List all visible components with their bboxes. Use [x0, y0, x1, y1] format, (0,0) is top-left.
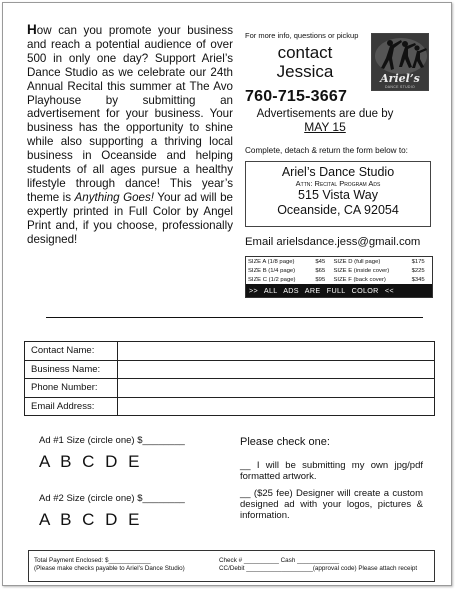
size-e: SIZE E (inside cover) [333, 267, 390, 274]
pricing-row [246, 257, 432, 266]
option-own-artwork[interactable]: __ I will be submitting my own jpg/pdf formatted artwork. [240, 460, 423, 482]
intro-dropcap: H [27, 22, 37, 37]
size-f: SIZE F (back cover) [333, 276, 386, 283]
contact-name-field[interactable] [118, 342, 435, 361]
ad2-size-options[interactable]: A B C D E [39, 510, 143, 529]
total-payment-line: Total Payment Enclosed: $____________ [34, 557, 151, 564]
address-street: 515 Vista Way [298, 188, 378, 202]
logo-tagline: DANCE STUDIO [384, 85, 416, 89]
phone-number-label: Phone Number: [25, 379, 118, 398]
contact-name-label: Contact Name: [25, 342, 118, 361]
address-attn: Attn: Recital Program Ads [295, 179, 381, 188]
contact-block [245, 43, 365, 81]
right-column [245, 31, 433, 295]
intro-theme: Anything Goes! [74, 190, 155, 204]
ad1-label: Ad #1 Size (circle one) $________ [39, 435, 185, 446]
ad-size-pricing [245, 256, 433, 298]
check-cash-line: Check # __________ Cash ____________ [219, 557, 340, 564]
checks-payable-note: (Please make checks payable to Ariel’s Dance Studio) [34, 565, 185, 572]
phone-number-field[interactable] [118, 379, 435, 398]
due-text: Advertisements are due by [256, 108, 394, 120]
return-address-box [245, 161, 431, 227]
price-c: $95 [315, 276, 326, 283]
contact-form-table [24, 341, 435, 416]
price-b: $65 [315, 267, 326, 274]
contact-name: Jessica [276, 62, 334, 81]
price-a: $45 [315, 258, 326, 265]
card-approval-line: CC/Debit ___________________(approval code) Please attach receipt [219, 565, 418, 572]
form-row [25, 360, 435, 379]
form-row [25, 379, 435, 398]
price-f: $345 [411, 276, 425, 283]
flyer-page [2, 2, 452, 586]
address-studio: Ariel’s Dance Studio [281, 165, 395, 179]
options-title: Please check one: [240, 436, 330, 448]
price-d: $175 [411, 258, 425, 265]
return-instruction: Complete, detach & return the form below to: [245, 146, 408, 155]
pricing-row [246, 266, 432, 275]
option-designer[interactable]: __ ($25 fee) Designer will create a custom designed ad with your logos, pictures & information. [240, 488, 423, 521]
ad2-label: Ad #2 Size (circle one) $________ [39, 493, 185, 504]
email-address-label: Email Address: [25, 397, 118, 416]
size-a: SIZE A (1/8 page) [248, 258, 295, 265]
contact-phone: 760-715-3667 [245, 88, 348, 105]
form-row [25, 397, 435, 416]
address-city: Oceanside, CA 92054 [277, 203, 399, 217]
ad1-size-options[interactable]: A B C D E [39, 452, 143, 471]
pricing-row [246, 275, 432, 284]
size-c: SIZE C (1/2 page) [248, 276, 296, 283]
contact-label: contact [277, 43, 333, 62]
intro-text-b: Your ad will be expertly printed in Full Color by Angel Print and, if you choose, professionally designed! [27, 190, 233, 246]
form-row [25, 342, 435, 361]
studio-logo [371, 33, 429, 91]
size-b: SIZE B (1/4 page) [248, 267, 296, 274]
email-address-field[interactable] [118, 397, 435, 416]
payment-left [34, 557, 185, 573]
intro-paragraph [27, 23, 233, 247]
size-d: SIZE D (full page) [333, 258, 381, 265]
due-block [245, 108, 405, 135]
pricing-table [246, 257, 432, 284]
payment-footer [28, 550, 435, 582]
full-color-banner: >> ALL ADS ARE FULL COLOR << [246, 284, 432, 297]
logo-name: Ariel’s [380, 72, 420, 85]
payment-right [219, 557, 417, 573]
business-name-label: Business Name: [25, 360, 118, 379]
contact-email: Email arielsdance.jess@gmail.com [245, 236, 421, 248]
due-date: MAY 15 [304, 120, 346, 134]
price-e: $225 [411, 267, 425, 274]
business-name-field[interactable] [118, 360, 435, 379]
intro-text-a: ow can you promote your business and reach a potential audience of over 500 in only one day? Support Ariel’s Dance Studio as we celebrate our 24th Annual Recital this summer at The Avo Playhouse by submitting an advertisement for your business. Your business has the opportunity to shine while also supporting a thriving local business in Oceanside and helping students of all ages pursue a healthy lifestyle through dance! This year’s theme is [27, 24, 233, 204]
info-note: For more info, questions or pickup [245, 31, 359, 40]
detach-line [46, 317, 423, 318]
